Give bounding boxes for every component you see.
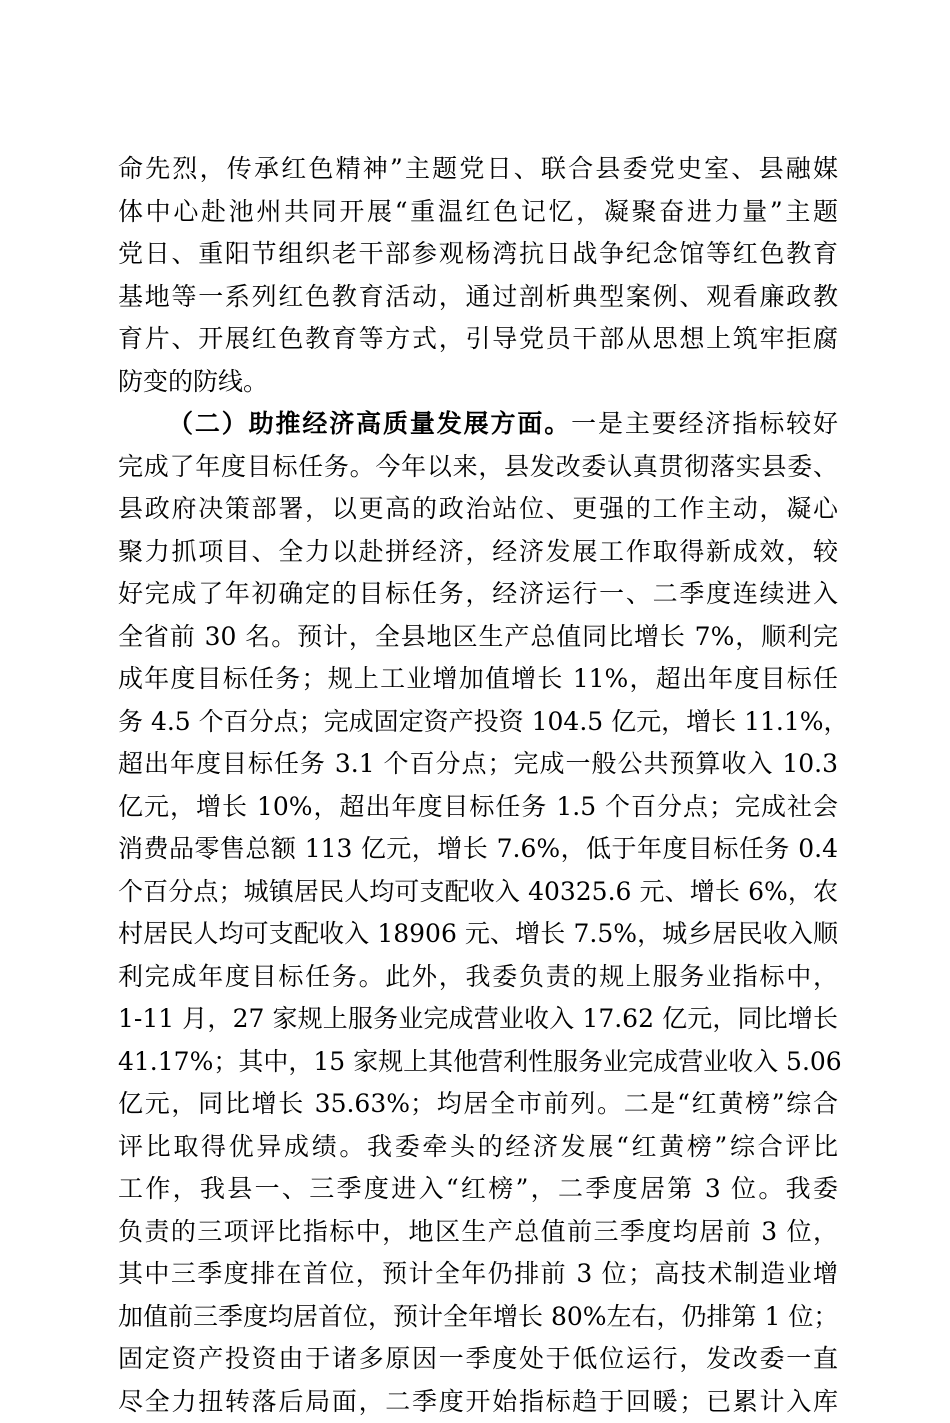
text-line: 固定资产投资由于诸多原因一季度处于低位运行，发改委一直 <box>118 1338 838 1381</box>
text-line: 防变的防线。 <box>118 361 838 404</box>
section-heading: （二）助推经济高质量发展方面。 <box>168 409 571 438</box>
text-line: 好完成了年初确定的目标任务，经济运行一、二季度连续进入 <box>118 573 838 616</box>
text-line: 全省前 30 名。预计，全县地区生产总值同比增长 7%，顺利完 <box>118 616 838 659</box>
text-line: 育片、开展红色教育等方式，引导党员干部从思想上筑牢拒腐 <box>118 318 838 361</box>
text-line: 基地等一系列红色教育活动，通过剖析典型案例、观看廉政教 <box>118 276 838 319</box>
text-line: 亿元，增长 10%，超出年度目标任务 1.5 个百分点；完成社会 <box>118 786 838 829</box>
text-line: 体中心赴池州共同开展“重温红色记忆，凝聚奋进力量”主题 <box>118 191 838 234</box>
text-line: 41.17%；其中，15 家规上其他营利性服务业完成营业收入 5.06 <box>118 1041 838 1084</box>
text-line: 命先烈，传承红色精神”主题党日、联合县委党史室、县融媒 <box>118 148 838 191</box>
text-line: 其中三季度排在首位，预计全年仍排前 3 位；高技术制造业增 <box>118 1253 838 1296</box>
paragraph-red-education <box>118 148 838 403</box>
text-line: 利完成年度目标任务。此外，我委负责的规上服务业指标中， <box>118 956 838 999</box>
text-line: 党日、重阳节组织老干部参观杨湾抗日战争纪念馆等红色教育 <box>118 233 838 276</box>
text-line: 超出年度目标任务 3.1 个百分点；完成一般公共预算收入 10.3 <box>118 743 838 786</box>
text-line: 消费品零售总额 113 亿元，增长 7.6%，低于年度目标任务 0.4 <box>118 828 838 871</box>
text-line: 工作，我县一、三季度进入“红榜”，二季度居第 3 位。我委 <box>118 1168 838 1211</box>
text-line: 成年度目标任务；规上工业增加值增长 11%，超出年度目标任 <box>118 658 838 701</box>
text-run: 一是主要经济指标较好 <box>571 409 838 438</box>
text-line: 评比取得优异成绩。我委牵头的经济发展“红黄榜”综合评比 <box>118 1126 838 1169</box>
text-line: 务 4.5 个百分点；完成固定资产投资 104.5 亿元，增长 11.1%， <box>118 701 838 744</box>
text-line: 1-11 月，27 家规上服务业完成营业收入 17.62 亿元，同比增长 <box>118 998 838 1041</box>
paragraph-economic-development <box>118 403 838 1423</box>
paragraph-first-line <box>118 403 838 446</box>
document-body <box>118 148 838 1423</box>
text-line: 尽全力扭转落后局面，二季度开始指标趋于回暖；已累计入库 <box>118 1381 838 1423</box>
text-line: 村居民人均可支配收入 18906 元、增长 7.5%，城乡居民收入顺 <box>118 913 838 956</box>
text-line: 亿元，同比增长 35.63%；均居全市前列。二是“红黄榜”综合 <box>118 1083 838 1126</box>
text-line: 个百分点；城镇居民人均可支配收入 40325.6 元、增长 6%，农 <box>118 871 838 914</box>
text-line: 负责的三项评比指标中，地区生产总值前三季度均居前 3 位， <box>118 1211 838 1254</box>
text-line: 加值前三季度均居首位，预计全年增长 80%左右，仍排第 1 位； <box>118 1296 838 1339</box>
text-line: 聚力抓项目、全力以赴拼经济，经济发展工作取得新成效，较 <box>118 531 838 574</box>
text-line: 县政府决策部署，以更高的政治站位、更强的工作主动，凝心 <box>118 488 838 531</box>
text-line: 完成了年度目标任务。今年以来，县发改委认真贯彻落实县委、 <box>118 446 838 489</box>
